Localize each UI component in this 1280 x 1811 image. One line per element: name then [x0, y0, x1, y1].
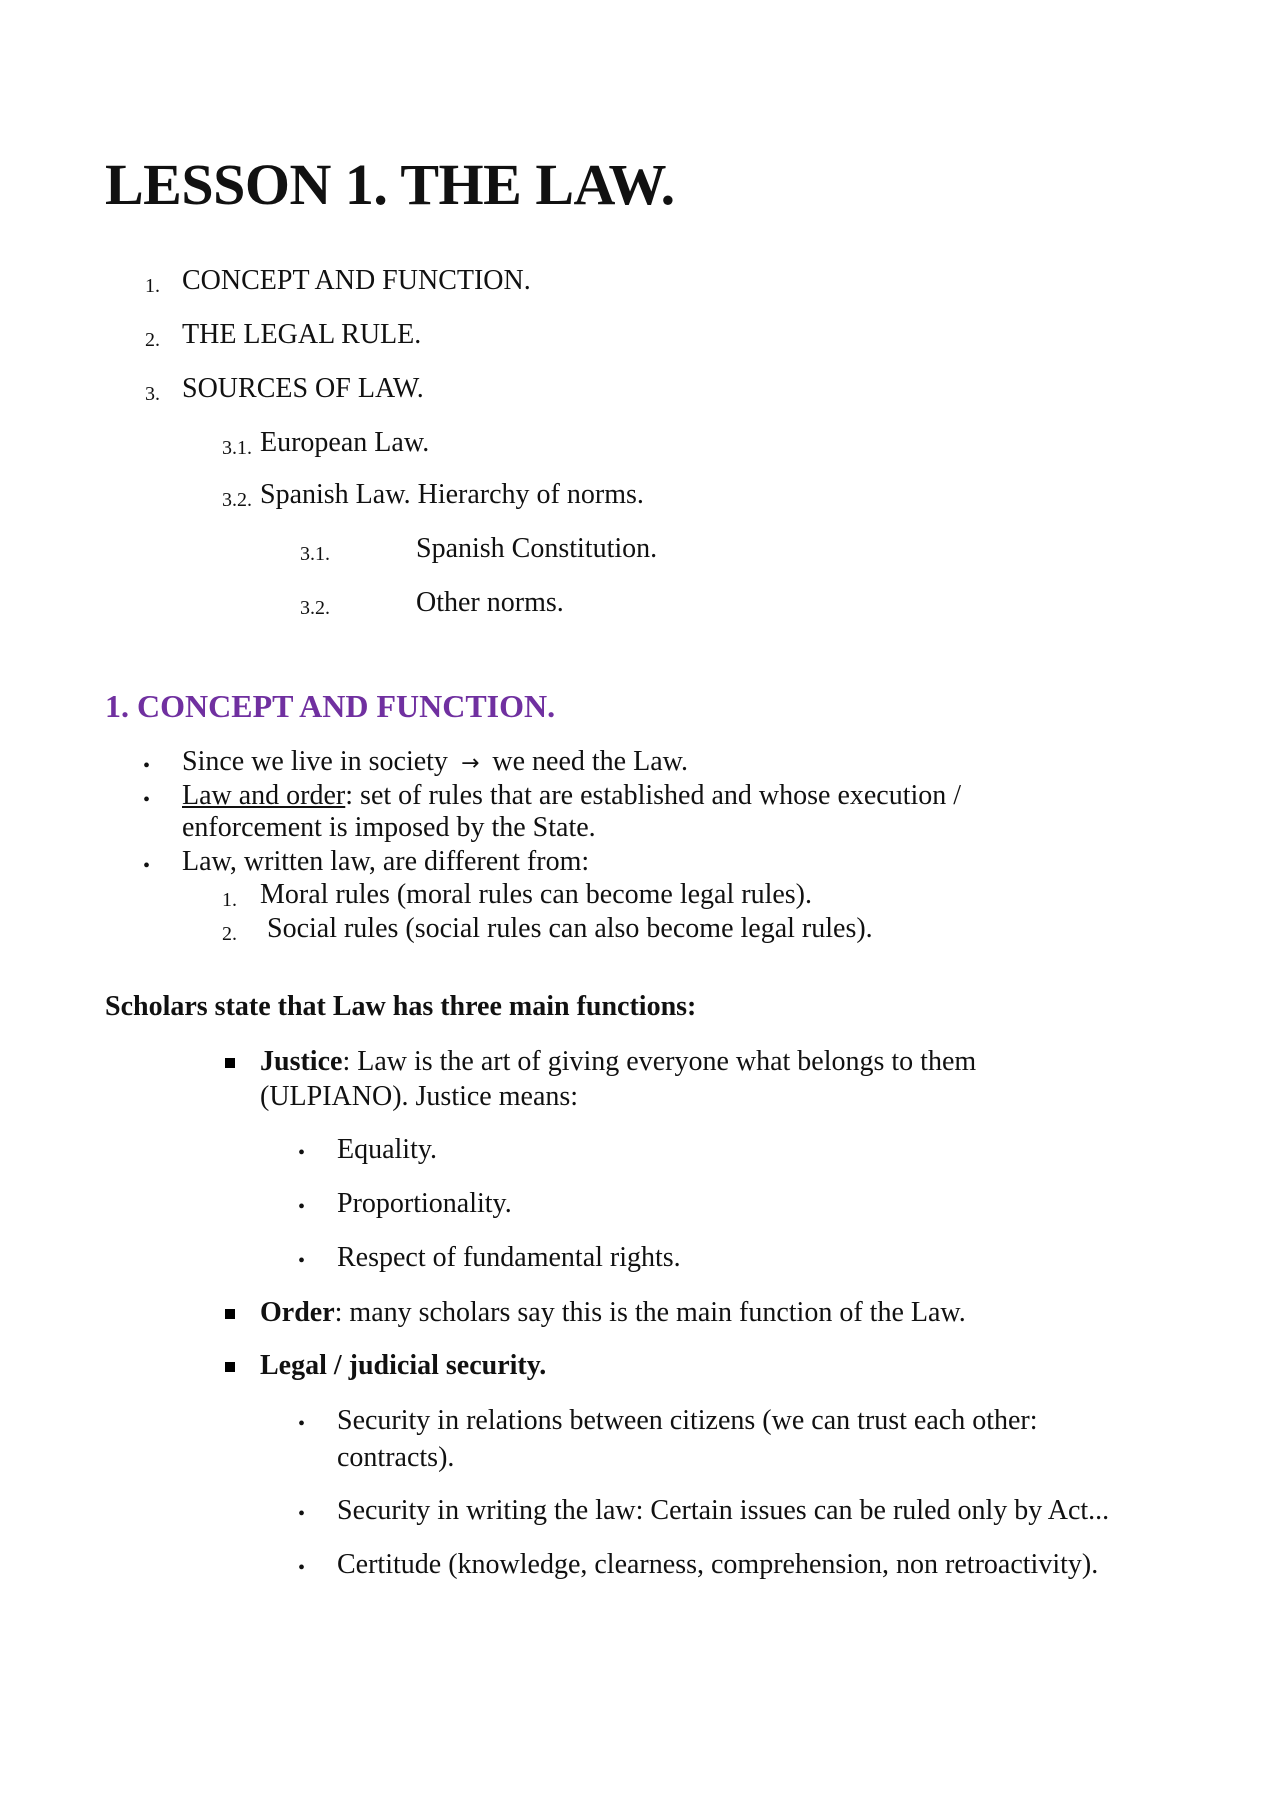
list-number: 1.	[222, 889, 237, 911]
section-heading: 1. CONCEPT AND FUNCTION.	[105, 688, 556, 724]
security-item-continuation: contracts).	[337, 1442, 455, 1473]
toc-item: SOURCES OF LAW.	[182, 373, 424, 404]
toc-number: 3.2.	[300, 597, 330, 619]
bullet-text: we need the Law.	[492, 746, 689, 777]
bullet-item: Law, written law, are different from:	[182, 846, 590, 877]
function-text: : Law is the art of giving everyone what belongs to them	[342, 1046, 977, 1077]
right-arrow-icon: →	[460, 751, 480, 776]
toc-number: 3.1.	[222, 437, 252, 459]
security-item: Security in relations between citizens (we can trust each other:	[337, 1405, 1038, 1436]
bullet-icon: •	[143, 755, 151, 777]
bullet-item	[182, 779, 961, 813]
toc-item: THE LEGAL RULE.	[182, 319, 422, 350]
list-item: Moral rules (moral rules can become legal rules).	[260, 879, 813, 910]
toc-item: Spanish Constitution.	[416, 533, 658, 564]
justice-item: Equality.	[337, 1134, 438, 1165]
term-legal-security: Legal / judicial security.	[260, 1350, 547, 1381]
toc-item: CONCEPT AND FUNCTION.	[182, 265, 531, 296]
list-item: Social rules (social rules can also become legal rules).	[267, 913, 873, 944]
security-item: Security in writing the law: Certain issues can be ruled only by Act...	[337, 1495, 1110, 1526]
square-bullet-icon	[225, 1058, 235, 1068]
function-legal-security	[260, 1349, 546, 1383]
bullet-icon: •	[143, 789, 151, 811]
toc-number: 2.	[145, 329, 160, 351]
toc-item: Other norms.	[416, 587, 564, 618]
term-law-and-order: Law and order	[182, 780, 346, 811]
toc-item: European Law.	[260, 427, 430, 458]
justice-item: Proportionality.	[337, 1188, 512, 1219]
bullet-continuation: enforcement is imposed by the State.	[182, 812, 596, 843]
toc-number: 3.1.	[300, 543, 330, 565]
toc-item: Spanish Law. Hierarchy of norms.	[260, 479, 644, 510]
bullet-text: Since we live in society	[182, 746, 448, 777]
bullet-text: : set of rules that are established and whose execution /	[345, 780, 962, 811]
bullet-icon: •	[298, 1196, 306, 1218]
function-justice	[260, 1045, 976, 1079]
page-title: LESSON 1. THE LAW.	[105, 152, 675, 217]
list-number: 2.	[222, 923, 237, 945]
justice-item: Respect of fundamental rights.	[337, 1242, 681, 1273]
bullet-icon: •	[298, 1250, 306, 1272]
bullet-icon: •	[143, 855, 151, 877]
toc-number: 3.2.	[222, 489, 252, 511]
bullet-icon: •	[298, 1503, 306, 1525]
security-item: Certitude (knowledge, clearness, comprehension, non retroactivity).	[337, 1549, 1099, 1580]
function-continuation: (ULPIANO). Justice means:	[260, 1081, 579, 1112]
bullet-icon: •	[298, 1557, 306, 1579]
term-justice: Justice	[260, 1046, 343, 1077]
bullet-icon: •	[298, 1413, 306, 1435]
function-text: : many scholars say this is the main function of the Law.	[334, 1297, 966, 1328]
term-order: Order	[260, 1297, 335, 1328]
toc-number: 1.	[145, 275, 160, 297]
square-bullet-icon	[225, 1362, 235, 1372]
square-bullet-icon	[225, 1309, 235, 1319]
bullet-icon: •	[298, 1142, 306, 1164]
function-order	[260, 1296, 966, 1330]
toc-number: 3.	[145, 383, 160, 405]
functions-intro: Scholars state that Law has three main functions:	[105, 991, 697, 1022]
bullet-item	[182, 745, 688, 781]
